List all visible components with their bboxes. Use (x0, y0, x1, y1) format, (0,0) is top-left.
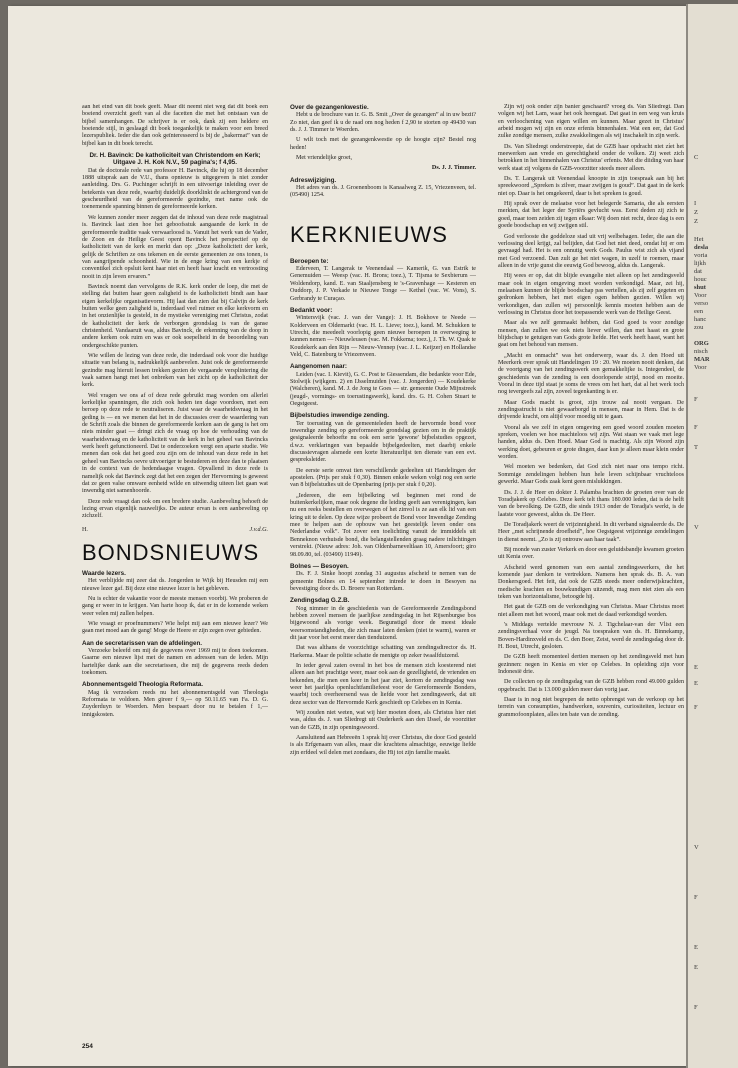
paragraph: Het adres van ds. J. Groenenboom is Kanaalweg Z. 15, Vriezenveen, tel. (05490) 1254. (290, 185, 476, 199)
subheading: Bolnes — Besoyen. (290, 562, 349, 570)
column-right (498, 104, 684, 1024)
paragraph: Met vriendelijke groet, (296, 155, 353, 162)
edge-text: C (694, 154, 699, 161)
edge-text: nisch (694, 348, 708, 355)
review-title: Dr. H. Bavinck: De katholiciteit van Christendom en Kerk; Uitgave J. H. Kok N.V., 59 pagina's; f 4,95. (89, 152, 261, 167)
edge-text: F (694, 704, 698, 711)
edge-text: houc (694, 276, 707, 283)
column-left (82, 104, 268, 1024)
signature-left: H. (82, 526, 88, 533)
paragraph: Zijn wij ook onder zijn banier geschaard? vroeg ds. Van Sliedregt. Dan volgen wij het Lam, waar het ook heengaat. Dat gaat in een weg van kruis en verloochening van eigen willen en kunnen. Maar gezet in Christus' arbeid mogen wij zijn en onze erfenis binnenhalen. Wat een eer, dat God zulke zondige mensen, zulke zwakkelingen als wij inschakelt in zijn werk. (498, 104, 684, 140)
subheading: Abonnementsgeld Theologia Reformata. (82, 681, 204, 689)
edge-text: Voor (694, 292, 707, 299)
edge-text: desla (694, 244, 709, 251)
paragraph: Ds. J. J. de Heer en dokter J. Palamba brachten de groeten over van de Toradjakerk op Celebes. Deze kerk telt thans 180.000 leden, dat is de helft van de bevolking. De GZB, die sinds 1913 onder de Toradja's werkt, is de laatste voor geweest, aldus ds. De Heer. (498, 489, 684, 518)
paragraph: Verzoeke beleefd om mij de gegevens over 1969 mij te doen toekomen. Gaarne een nieuwe lijst met de namen en adressen van de leden. Mijn hartelijke dank aan die secretarissen, die mij de gegevens reeds deden toekomen. (82, 648, 268, 677)
section-heading-kerknieuws: KERKNIEUWS (290, 221, 448, 247)
paragraph: Daar is in nog niet begrepen de netto opbrengst van de verkoop op het terrein van consumpties, handwerken, souvenirs, curiositeiten, lectuur en grammofoonplaten, alles ten bate van de zending. (498, 697, 684, 718)
next-page-edge (686, 4, 738, 1068)
paragraph: Wie willen de lezing van deze rede, die inderdaad ook voor die huidige situatie van belang is, nadrukkelijk aanbevelen. Juist ook de gereformeerde gezindte mag hieruit lessen trekken gezien de vergaande versplintering die vaak samen hangt met het onbreken van het zicht op de katholiciteit der kerk. (82, 353, 268, 389)
paragraph: Wel vragen we ons af of deze rede gebruikt mag worden om allerlei kerkelijke spanningen, die zich ook heden ten dage voordoen, met een beroep op deze rede te neutraliseren. Juist waar de waarheidsvraag in het geding is — en we menen dat het in de discussies over de waardering van de Schrift zoals die binnen de gereformeerde kerken aan de gang is het om niets minder gaat — dringt zich de vraag op hoe de verhouding van de waarheidsvraag en de katholiciteit van de kerk in het geheel van Bavincks werk heeft gefunctioneerd. Dat te onderzoeken vergt een aparte studie. We menen dan ook dat het goed zou zijn om de inhoud van deze rede in het geheel van Bavincks oevre uitvoeriger te bestuderen en deze dan te plaatsen in de context van de hedendaagse vragen. Opvallend in deze rede is namelijk ook dat Bavinck zegt dat het een zegen der Hervorming is geweest dat ze geen valse omware eenheid wilde en uitwendig uiteen liet gaan wat inwendig niet samenhoorde. (82, 392, 268, 495)
paragraph: Ederveen, T. Langerak te Veenendaal — Kamerik, G. van Estrik te Genemuiden — Weesp (vac. H. Brons; toez.), T. Tijsma te Sexbierum — Woldendorp, kand. E. van Staaljensberg te 's-Gravenhage — Kesteren en Ouddorp, J. P. Verkade te Nieuwe Tonge — Kethel (vac. W. Vons), S. Gerbrandy te Curaçao. (290, 266, 476, 302)
edge-text: Z (694, 218, 698, 225)
subheading: Adreswijziging. (290, 176, 337, 184)
edge-text: Het (694, 236, 704, 243)
edge-text: T (694, 444, 698, 451)
paragraph: De eerste serie omvat tien verschillende gedeelten uit Handelingen der apostelen. (Prijs per stuk f 0,30). Binnen enkele weken volgt nog een serie van 8 bijbelstudies uit de Openbaring (prijs per stuk f 0,20). (290, 467, 476, 489)
paragraph: Aansluitend aan Hebreeën 1 sprak hij over Christus, die door God gesteld is als Erfgenaam van alles, maar die krachtens almachtige, eeuwige liefde zijn erfdeel wil delen met zondaars, die Hij tot zijn familie maakt. (290, 735, 476, 756)
edge-text: lijkh (694, 260, 706, 267)
edge-text: V (694, 524, 699, 531)
subheading: Bedankt voor: (290, 306, 333, 314)
edge-text: F (694, 396, 698, 403)
subheading: Waarde lezers. (82, 569, 126, 577)
paragraph: Ter toerusting van de gemeenteleden heeft de hervormde bond voor inwendige zending op gereformeerde grondslag gezien om in de praktijk gesignaleerde behoefte nu ook een serie 'gewone' bijbelstudies opgezet, d.w.z. verklaringen van bepaalde bijbelgedeelten, met daarbij enkele discussievragen alsmede een korte literatuurlijst ten dienste van een evt. gespreksleider. (290, 420, 476, 464)
edge-text: zou (694, 324, 704, 331)
edge-text: E (694, 944, 698, 951)
paragraph: Het verblijdde mij zeer dat ds. Jongerden te Wijk bij Heusden mij een nieuwe lezer gaf. Bij deze eine nieuwe lezer is het gebleven. (82, 578, 268, 592)
paragraph: Ds. Van Sliedregt onderstreepte, dat de GZB haar opdracht niet zíet het meewerken aan vrede en gerechtigheid onder de volken. Zij weet zich betrokken in het binnenhalen van Christus' erfenis. Met die diiding van haar werk staat zij volgens de GZB-voorzitter steeds meer alleen. (498, 143, 684, 172)
edge-text: ORG (694, 340, 709, 347)
newspaper-page (8, 6, 686, 1066)
signature: Ds. J. J. Timmer. (431, 165, 476, 172)
paragraph: Wij zouden niet weten, wat wij hier moeten doen, als Christus hier niet was, aldus ds. J. van Sliedregt uit Ouderkerk aan den IJssel, de voorzitter van de GZB, in zijn openingswoord. (290, 710, 476, 731)
paragraph: Hij sprak over de melaatse voor het belegerde Samaria, die als eersten merkten, dat het leger der Syriërs gevlucht was. Eerst deden zij zich te goed, maar toen zeiden zij tegen elkaar: Wij doen niet recht, deze dag is een goede boodschap en wij zwijgen stil. (498, 201, 684, 230)
paragraph: Nog nimmer in de geschiedenis van de Gereformeerde Zendingsbond hebben zoveel mensen de jaarlijkse zendingsdag in het Rijsenburgse bos bijgewoond als vorige week. Begunstigd door de meest ideale weersomstandigheden, die zich maar laten denken (niet te warm), waren er dit jaar voor het eerst meer dan tienduizend. (290, 605, 476, 641)
edge-text: F (694, 1004, 698, 1011)
paragraph: 's Middags vertelde mevrouw N. J. Tigchelaar-van der Vlist een zendingsverhaal voor de jeugd. Na toespraken van ds. H. Binnekamp, Boven-Hardinxveld en ds. C. den Boer, Zeist, werd de zendingsdag door dr. H. Bout, Utrecht, gesloten. (498, 622, 684, 651)
subheading: Over de gezangenkwestie. (290, 104, 369, 111)
edge-text: shut (694, 284, 706, 291)
paragraph: Leiden (vac. I. Kievit), G. C. Post te Giessendam, die bedankte voor Ede, Stolwijk (wijkgem. 2) en IJsselmuiden (vac. J. Jongerden) — Koudekerke (Walcheren), kand. M. J. de Jong te Goes — str. gemeente Oude Mijnstreek (jeugd-, vormings- en toerustingswerk), kand. drs. G. H. Cohen Stuart te Oegstgeest. (290, 371, 476, 407)
paragraph: De collecten op de zendingsdag van de GZB hebben rond 49.000 gulden opgebracht. Dat is 13.000 gulden meer dan vorig jaar. (498, 679, 684, 693)
edge-text: F (694, 894, 698, 901)
book-review-ending: aan het eind van dit boek geeft. Maar dit neemt niet weg dat dit boek een boeiend overzicht geeft van al die facetten die met het ontstaan van de bijbel samenhangen. De schrijver is er ook, dank zij een heldere en boeiende stijl, in geslaagd dit boek toegankelijk te maken voor een breed lezerspubliek. Ieder die dan ook geïnteresseerd is bij de „bakermat” van de bijbel kan in dit boek terecht. (82, 104, 268, 147)
subheading: Bijbelstudies inwendige zending. (290, 412, 390, 420)
paragraph: „Macht en onmacht” was het onderwerp, waar ds. J. den Hoed uit Meerkerk over sprak uit Handelingen 19 : 20. We moeten nooit denken, dat de voortgang van het zendingswerk een gemakkelijke is. Integendeel, de geschiedenis van de zending is een doorlopende strijd, nood en moeite. Vooral in deze tijd staat je soms de vrees om het hart, dat al het werk toch nog tevergeefs zal zijn, zoveel tegenkanting is er. (498, 352, 684, 396)
paragraph: Dat was althans de voorzichtige schatting van zendingsdirector ds. H. Harkema. Maar de politie schatte de menigte op zeker twaalfduizend. (290, 645, 476, 659)
paragraph: Ds. F. J. Sinke hoopt zondag 31 augustus afscheid te nemen van de gemeente Bolnes en 14 september intrede te doen in Besoyen na bevestiging door ds. D. Broere van Rotterdam. (290, 571, 476, 592)
paragraph: We kunnen zonder meer zeggen dat de inhoud van deze rede magistraal is. Bavinck laat zien hoe het geboofsstuk aangaande de kerk in de gereformeerde traditie vaak verwaarloosd is. Vanuit het werk van de Vader, de Zoon en de Heilige Geest opent Bavinck het perspectief op de katholiciteit van de kerk en merkt dan op: „Deze katholiciteit der kerk, gelijk de Schriften ze ons tekenen en de eerste gemeenten ze ons tonen, is van aangrijpende schoonheid. Wie in de enge kring van een kerkje of conventikel zich opsluit kent haar niet en heeft haar kracht en vertroosting nooit in zijn leven ervaren.” (82, 214, 268, 280)
subheading: Aangenomen naar: (290, 363, 348, 371)
section-heading-bondsnieuws: BONDSNIEUWS (82, 539, 260, 565)
edge-text: Z (694, 209, 698, 216)
paragraph: Wie vraagt er proefnummers? Wie helpt mij aan een nieuwe lezer? We gaan met moed aan de gang! Moge de Heere er zijn zegen over gebieden. (82, 620, 268, 635)
paragraph: Nu is echter de vakantie voor de meeste mensen voorbij. We proberen de gang er weer in te krijgen. Van harte hoop ik, dat er in de komende weken weer velen mij zullen helpen. (82, 595, 268, 617)
signature-row (82, 527, 268, 534)
paragraph: Vooral als we zelf in eigen omgeving een goed woord zouden moeten spreken, voelen we hoe machteloos wij zijn. Wat staan we vaak met lege handen, aldus ds. Den Hoed. Maar God is machtig. Als zijn Woord zijn werking doet, gebeuren er grote dingen, daar kun je alleen maar klein onder worden. (498, 424, 684, 461)
paragraph: Hij wees er op, dat dit blijde evangelie niet alleen op het zendingsveld maar ook in eigen omgeving moet worden verkondigd. Maar, zei hij, melaatsen kunnen de blijde boodschap pas vertellen, als zij zelf gegeten en gedronken hebben, het met eigen ogen hebben gezien. Willen wij verkondigen, dan zullen wij persoonlijk kennis moeten hebben aan de verlossing in Christus door het toepassende werk van de Heilige Geest. (498, 273, 684, 316)
paragraph: „Iedereen, die een bijbelkring wil beginnen met rond de buitenkerkelijken, maar ook degene die leiding geeft aan verenigingen, kan nu een reeks bestellen en overwegen of het zinvol is ze aan elk lid van een kring uit te delen. Op deze wijze probeert de Bond voor Inwendige Zending mee te helpen aan de opbouw van het geestelijk leven onder ons Nederlandse volk”. Tot zover een toelichting vanuit de immiddels uit Benneknon verhuisde bond, die belangstellenden graag nadere inlichtingen verstrekt. (Nieuw adres: Joh. van Oldenbarneveltlaan 10, Amersfoort; giro 98.09.80, tel. (03490) 11949). (290, 492, 476, 558)
subheading: Aan de secretarissen van de afdelingen. (82, 639, 203, 647)
paragraph: Ds. T. Langerak uit Veenendaal knoopte in zijn toespraak aan bij het spreekwoord „Spreken is zilver, maar zwijgen is goud”. Dat gaat in de kerk niet op. Daar is het omgekeerd, daar is het spreken is goud. (498, 176, 684, 197)
edge-text: voria (694, 252, 708, 259)
paragraph: Mag ik verzoeken reeds nu het abonnementsgeld van Theologia Reformata te voldoen. Men gireer f 9,— op 50.11.65 van Fa. D. G. Zuyderduyn te Woerden. Men bespaart door nu te betalen f 1,— innigskosten. (82, 689, 268, 718)
signature-right: J.v.d.G. (249, 526, 268, 533)
edge-text: E (694, 680, 698, 687)
edge-text: MAR (694, 356, 710, 363)
paragraph: De GZB heeft momenteel dertien mensen op het zendingsveld met hun gezinnen: negen in Kenia en vier op Celebes. In opleiding zijn voor Indonesië drie. (498, 654, 684, 676)
paragraph: Afscheid werd genomen van een aantal zendingswerkers, die het komende jaar denken te vertrekken. Namens hen sprak ds. B. A. van Donkersgoed. Het feit, dat ook de GZB steeds meer onderwijskrachten, medische krachten en bouwkundigen uitzendt, mag men niet zien als een teken van horizontalisme, betoogde hij. (498, 564, 684, 600)
edge-text: Voor (694, 364, 707, 371)
paragraph: God verlooste die goddeloze stad uit vrij welbehagen. Ieder, die aan die verlossing deel krijgt, zal belijden, dat God het niet deed, omdat hij er om gevraagd had. Het is een onnutig werk Gods. Paulus wist zich als vijand met God verzoend. Dan zult ge het niet wagen, in uzelf te roemen, maar alleen in de vrije gunst die eeuwig God bewoog, aldus ds. Langerak. (498, 233, 684, 269)
edge-text: verso (694, 300, 709, 307)
edge-text: hanc (694, 316, 707, 323)
edge-text: E (694, 664, 698, 671)
paragraph: Dat de doctorale rede van professor H. Bavinck, die hij op 18 december 1888 uitsprak aan de V.U., thans opnieuw is uitgegeven is niet zonder aanleiding. Drs. G. Puchinger schrijft in een uitvoerige inleiding over de betekenis van deze rede, waarbij duidelijk doorklinkt de achtergrond van de gescheurdheid van de gereformeerde gezindte, met name ook de toenemende spanning binnen de gereformeerde kerken. (82, 167, 268, 211)
paragraph: De Toradjakerk weert de vrijzinnigheid. In dit verband signaleerde ds. De Heer „met schrijnende droefheid”, hoe Oegstgeest vrijzinnige zendelingen in dienst neemt. „Zo is zij ontrouw aan haar taak”. (498, 521, 684, 543)
column-middle (290, 104, 476, 1024)
paragraph: Wel moeten we bedenken, dat God zich niet naar ons tempo richt. Sommige zendelingen hebben hun hele leven schijnbaar vruchteloos gewerkt. Maar Gods zaak kent geen mislukkingen. (498, 464, 684, 486)
paragraph: Maar Gods macht is groot, zijn trouw zal nooit vergaan. De zendingsstrucht is niet gewaarborgd in mensen, maar in Hem. Dat is de drijvende kracht, om altijd voor moedig uit te gaan. (498, 399, 684, 421)
subheading: Zendingsdag G.Z.B. (290, 597, 350, 605)
edge-text: een (694, 308, 704, 315)
paragraph: Hebt u de brochure van ir. G. B. Smit „Over de gezangen” al in uw bezit? Zo niet, dan geef ik u de raad om nog heden f 2,90 te storten op 49430 van ds. J. J. Timmer te Woerden. (290, 112, 476, 134)
paragraph: Maar als we zelf genmaakt hebben, dat God goed is voor zondige mensen, dan zullen we ook niets liever willen, dan met haast en grote blijdschap te getuigen van Gods grote liefde. Het werk heeft haast, want het gaat om het behoud van mensen. (498, 320, 684, 349)
edge-text: F (694, 424, 698, 431)
paragraph: Het gaat de GZB om de verkondiging van Christus. Maar Christus moet niet alleen met het woord, maar ook met de daad verkondigd worden. (498, 604, 684, 618)
edge-text: V (694, 844, 699, 851)
edge-text: E (694, 964, 698, 971)
paragraph: Deze rede vraagt dan ook om een bredere studie. Aanbeveling behoeft de lezing ervan eigenlijk nauwelijks. De auteur ervan is een aanbeveling op zichzelf. (82, 498, 268, 520)
edge-text: dat (694, 268, 702, 275)
subheading: Beroepen te: (290, 257, 329, 265)
paragraph: Wintersvijk (vac. J. van der Vange): J. H. Bokhove te Neede — Kolderveen en Oldemarkt (vac. H. L. Lieve; toez.), kand. M. Schukken te Utrecht, die meedeelt voorlopig geen nieuwe beroepen in overweging te kunnen nemen — Nieuwleusen (vac. M. Fokkema; toez.), J. Th. W. Quak te Koudekerk aan den Rijn — Nieuw-Vennep (vac. J. L. Keijzer) en Hollandse Veld, C. Batenburg te Vriezenveen. (290, 315, 476, 358)
page-number: 254 (82, 1043, 93, 1050)
paragraph: U wilt toch met de gezangenkwestie op de hoogte zijn? Bestel nog heden! (290, 137, 476, 151)
paragraph: In ieder geval zaten overal in het bos de mensen zich koesterend niet alleen aan het prachtige weer, maar ook aan de gezelligheid, de vrienden en bekenden, die men een keer in het jaar ziet, kortom de zendingsdag was weer het jaarlijks openluchtfamiliefeest voor de Gereformeerde Bonders, waarbij toch overheersend was de liefde voor het zendingswerk, dat uit deze sector van de Hervormde Kerk geschiedt op Celebes en in Kenia. (290, 662, 476, 706)
paragraph: Bavinck noemt dan vervolgens de R.K. kerk onder de loep, die met de stelling dat buiten haar geen zaligheid is de katholiciteit bindt aan haar eigen kerkelijke organisatievorm. Hij laat dan zien dat bij Calvijn de kerk buiten welke geen zaligheid is, inderdaad veel ruimer en elke kerkvorm en in het onzienlijke is gesteld, in de mystieke vereniging met Christus, zodat de katholiciteit der kerk de verborgen grondslag is van de ganse christenheid. Vandaaruit was, aldus Bavinck, de erkenning van de doop in andere kerken ook ruim en was er ook soepelheid in de beoordeling van ondergeschikte punten. (82, 283, 268, 349)
paragraph: Bij monde van zuster Verkerk en door een geluidsbandje kwamen groeten uit Kenia over. (498, 546, 684, 561)
edge-text: I (694, 200, 697, 207)
